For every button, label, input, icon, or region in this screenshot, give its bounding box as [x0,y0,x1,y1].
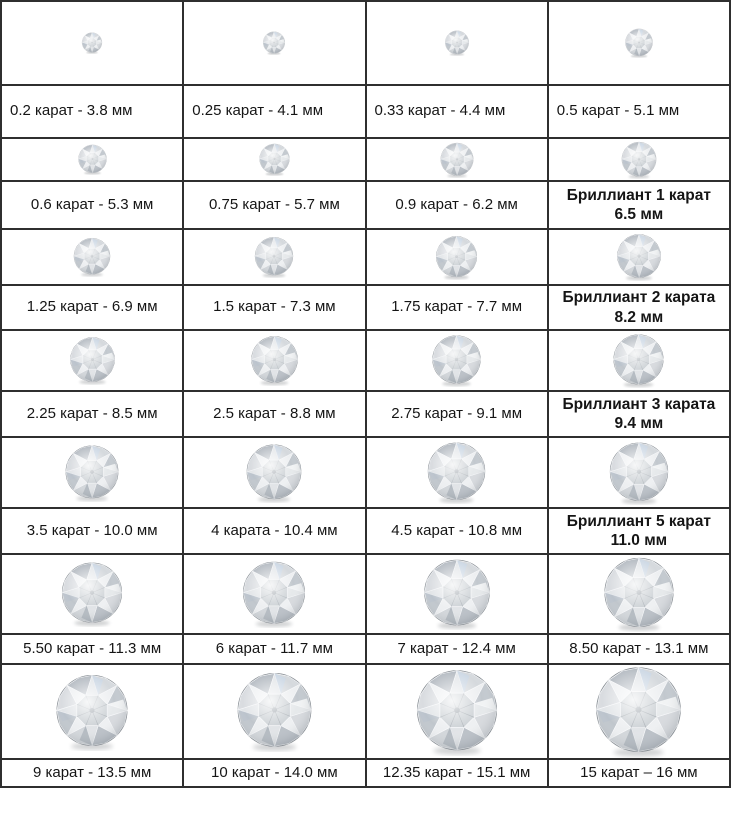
diamond-icon [430,334,483,387]
diamond-icon [262,31,286,55]
diamond-cell [1,1,183,85]
diamond-cell [548,664,730,759]
diamond-icon [240,560,308,628]
size-label: 0.2 карат - 3.8 мм [10,102,133,120]
size-label-cell [1,391,183,437]
size-label-cell [548,85,730,138]
diamond-image-row [1,229,730,285]
diamond-cell [1,554,183,634]
size-label-row [1,391,730,437]
diamond-icon [81,32,103,54]
diamond-icon [249,335,300,386]
size-label-cell [1,285,183,330]
size-label-cell [548,634,730,664]
size-label-cell [183,508,365,554]
diamond-image-row [1,664,730,759]
size-label-cell [183,391,365,437]
size-label: 1.25 карат - 6.9 мм [26,298,158,316]
size-label: Бриллиант 2 карата [562,289,716,307]
diamond-icon [234,671,315,752]
size-label: 0.6 карат - 5.3 мм [30,195,154,213]
diamond-icon [258,143,291,176]
diamond-icon [425,441,488,504]
size-label: 0.9 карат - 6.2 мм [395,195,518,213]
diamond-icon [421,558,493,630]
diamond-image-row [1,330,730,391]
size-label-line2: 8.2 мм [614,308,664,326]
diamond-cell [366,437,548,508]
diamond-icon [72,237,112,277]
size-label-cell [548,759,730,787]
diamond-icon [244,443,304,503]
size-label: 0.33 карат - 4.4 мм [374,102,506,120]
diamond-image-row [1,437,730,508]
size-label: 1.5 карат - 7.3 мм [213,298,336,316]
diamond-cell [1,138,183,181]
diamond-cell [548,437,730,508]
diamond-icon [601,556,677,632]
size-label-cell [548,181,730,229]
size-label: 0.75 карат - 5.7 мм [208,195,340,213]
diamond-icon [53,673,131,751]
diamond-icon [624,28,654,58]
diamond-icon [59,561,125,627]
size-label-row [1,285,730,330]
size-label-cell [183,634,365,664]
size-label: 0.25 карат - 4.1 мм [192,102,324,120]
diamond-icon [68,336,117,385]
diamond-cell [1,664,183,759]
size-label-row [1,85,730,138]
size-label: Бриллиант 1 карат [566,186,711,204]
diamond-icon [434,235,479,280]
diamond-cell [366,554,548,634]
diamond-cell [366,330,548,391]
diamond-icon [615,233,663,281]
size-label: 9 карат - 13.5 мм [32,763,152,781]
diamond-icon [439,142,475,178]
size-label-cell [183,759,365,787]
diamond-cell [1,437,183,508]
diamond-icon [607,441,671,505]
size-label: 0.5 карат - 5.1 мм [556,102,680,120]
diamond-image-row [1,138,730,181]
diamond-icon [444,30,470,56]
size-label-cell [183,85,365,138]
size-label-cell [366,391,548,437]
size-label-line2: 9.4 мм [614,415,664,432]
size-label: 6 карат - 11.7 мм [215,639,333,657]
diamond-cell [548,554,730,634]
diamond-image-row [1,554,730,634]
size-label-cell [548,508,730,554]
diamond-cell [366,229,548,285]
size-label: Бриллиант 3 карата [562,395,716,413]
diamond-icon [413,668,501,756]
diamond-cell [183,330,365,391]
diamond-cell [183,437,365,508]
size-label-cell [183,285,365,330]
size-label-cell [366,85,548,138]
diamond-cell [183,229,365,285]
size-label: 7 карат - 12.4 мм [397,639,516,657]
size-label-row [1,759,730,787]
diamond-cell [183,664,365,759]
diamond-icon [63,444,121,502]
size-label-cell [366,759,548,787]
size-label-row [1,508,730,554]
size-label: 10 карат - 14.0 мм [211,763,338,781]
size-label: 1.75 карат - 7.7 мм [391,298,523,316]
size-label-cell [548,285,730,330]
size-label: 4 карата - 10.4 мм [211,521,338,539]
size-label-cell [366,508,548,554]
diamond-cell [548,138,730,181]
diamond-image-row [1,1,730,85]
size-label-cell [183,181,365,229]
diamond-cell [366,664,548,759]
size-label-cell [366,181,548,229]
size-label: 4.5 карат - 10.8 мм [391,521,523,539]
diamond-icon [611,333,666,388]
diamond-icon [620,141,658,179]
size-label-cell [366,634,548,664]
diamond-icon [592,665,685,758]
diamond-cell [1,330,183,391]
size-label-line2: 11.0 мм [610,532,668,549]
diamond-cell [548,229,730,285]
size-label: 5.50 карат - 11.3 мм [23,639,162,657]
size-label: 8.50 карат - 13.1 мм [569,639,709,657]
size-label: 2.25 карат - 8.5 мм [26,404,158,422]
diamond-cell [548,1,730,85]
size-label: 12.35 карат - 15.1 мм [382,763,531,781]
size-label: 15 карат – 16 мм [580,763,698,781]
size-label-row [1,634,730,664]
size-label-cell [1,85,183,138]
size-label-row [1,181,730,229]
size-label-line2: 6.5 мм [614,206,664,223]
size-label-cell [1,759,183,787]
diamond-cell [1,229,183,285]
size-label: 3.5 карат - 10.0 мм [26,521,158,539]
diamond-cell [183,554,365,634]
size-label-cell [1,181,183,229]
size-label: 2.5 карат - 8.8 мм [213,404,336,422]
diamond-icon [253,236,295,278]
diamond-cell [366,138,548,181]
size-label-cell [1,634,183,664]
diamond-cell [548,330,730,391]
diamond-cell [183,1,365,85]
diamond-cell [183,138,365,181]
diamond-icon [77,144,108,175]
diamond-cell [366,1,548,85]
size-label: 2.75 карат - 9.1 мм [391,404,523,422]
size-label: Бриллиант 5 карат [566,512,711,530]
size-label-cell [1,508,183,554]
size-label-cell [366,285,548,330]
size-label-cell [548,391,730,437]
